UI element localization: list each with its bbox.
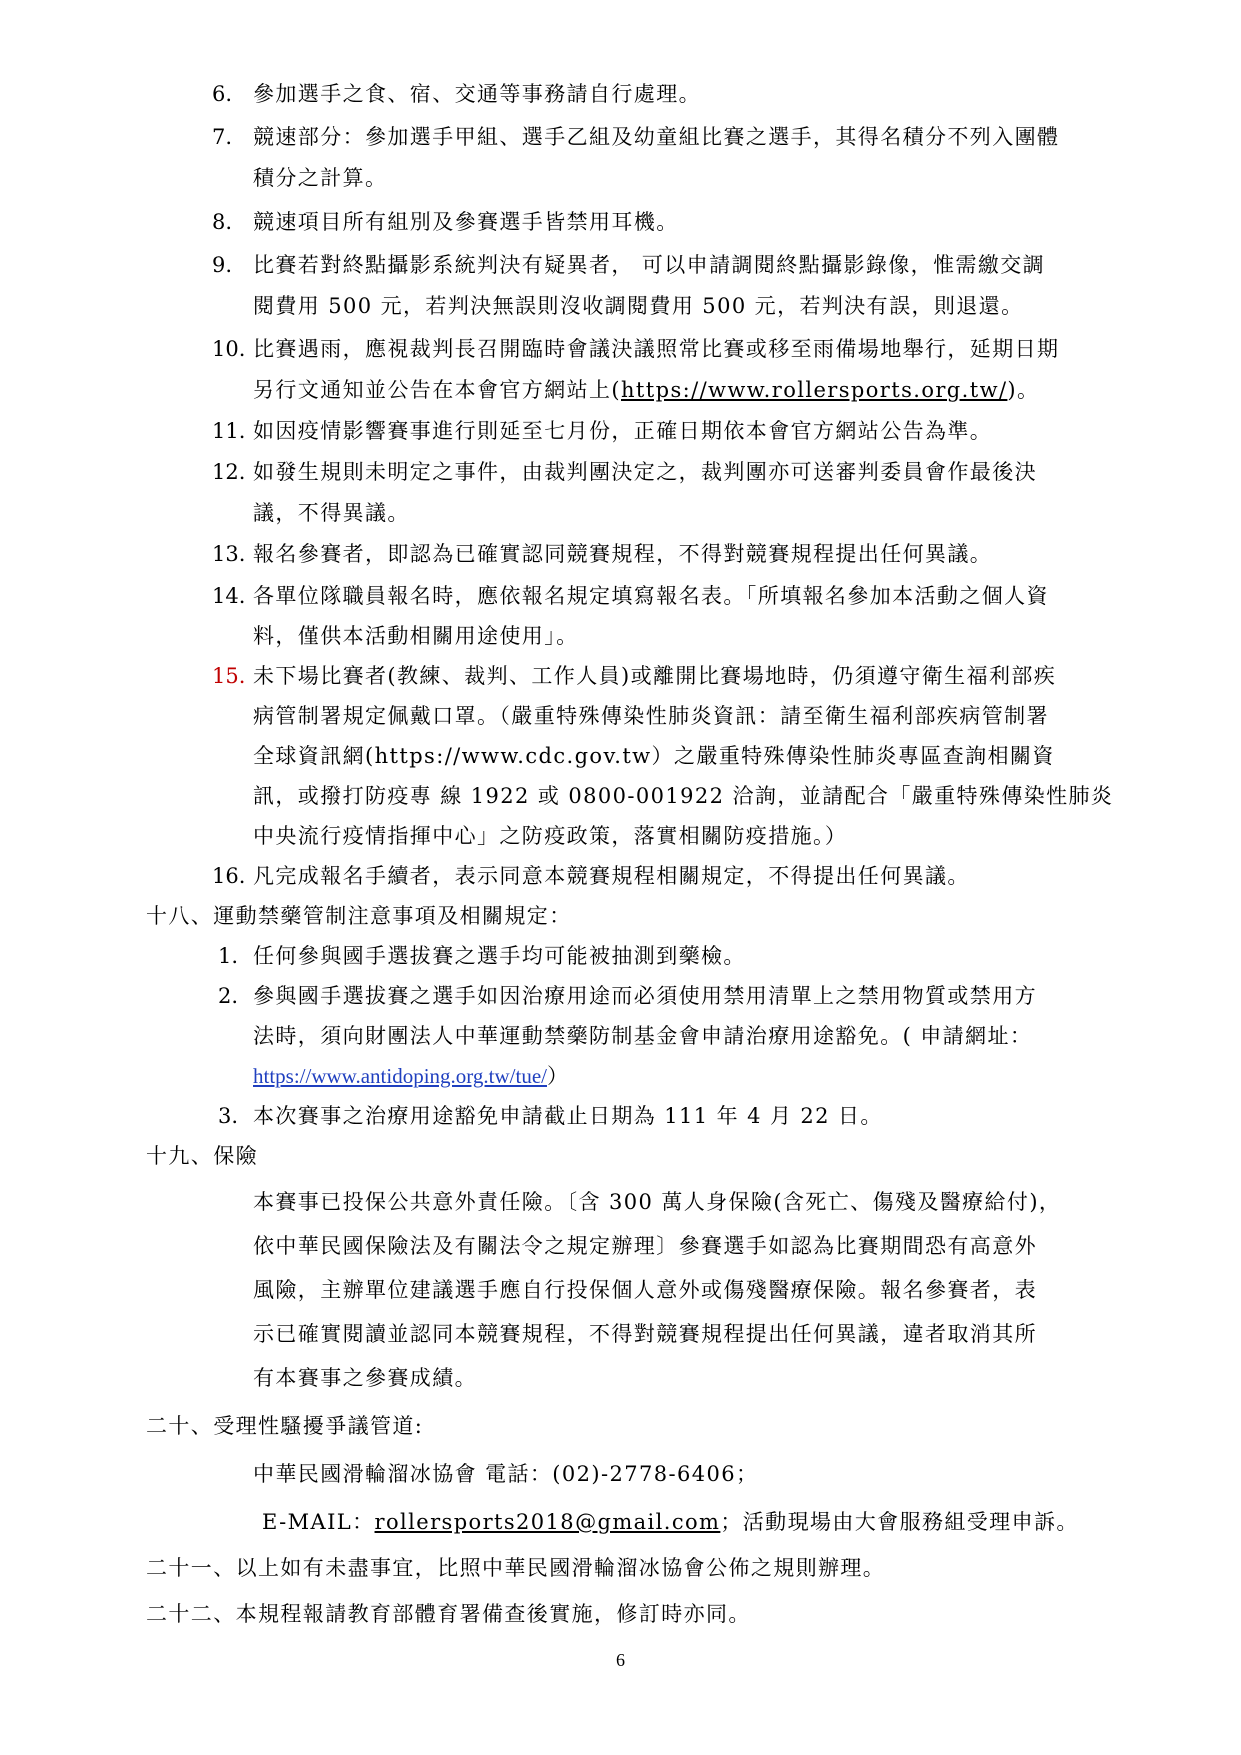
item-text: 閱費用 500 元，若判決無誤則沒收調閱費用 500 元，若判決有誤，則退還。	[253, 294, 1024, 318]
item-number: 12.	[212, 460, 246, 484]
item-number: 10.	[212, 337, 246, 361]
item-number: 2.	[218, 984, 239, 1008]
paragraph-line: 依中華民國保險法及有關法令之規定辦理〕參賽選手如認為比賽期間恐有高意外	[253, 1234, 1037, 1258]
item-text	[253, 376, 1039, 404]
item-text: 議，不得異議。	[253, 501, 410, 525]
item-text-post: )。	[1007, 378, 1040, 402]
item-text: 如發生規則未明定之事件，由裁判團決定之，裁判團亦可送審判委員會作最後決	[253, 460, 1037, 484]
paragraph-line: 有本賽事之參賽成績。	[253, 1366, 477, 1390]
contact-text: ；活動現場由大會服務組受理申訴。	[720, 1510, 1079, 1534]
item-number: 1.	[218, 944, 239, 968]
antidoping-link[interactable]: https://www.antidoping.org.tw/tue/	[253, 1064, 547, 1088]
item-text: 病管制署規定佩戴口罩。（嚴重特殊傳染性肺炎資訊：請至衛生福利部疾病管制署	[253, 704, 1049, 728]
section-21: 二十一、以上如有未盡事宜，比照中華民國滑輪溜冰協會公佈之規則辦理。	[146, 1556, 886, 1580]
email-label: E-MAIL：	[262, 1510, 375, 1534]
item-text: 未下場比賽者(教練、裁判、工作人員)或離開比賽場地時，仍須遵守衛生福利部疾	[253, 664, 1057, 688]
item-text: 料，僅供本活動相關用途使用」。	[253, 624, 579, 648]
page-number: 6	[616, 1650, 625, 1670]
paragraph-line: 示已確實閱讀並認同本競賽規程，不得對競賽規程提出任何異議，違者取消其所	[253, 1322, 1037, 1346]
item-text: 競速項目所有組別及參賽選手皆禁用耳機。	[253, 210, 679, 234]
section-22: 二十二、本規程報請教育部體育署備查後實施，修訂時亦同。	[146, 1602, 751, 1626]
item-number: 9.	[212, 253, 233, 277]
section-heading: 十八、運動禁藥管制注意事項及相關規定：	[146, 904, 572, 928]
item-text: 訊，或撥打防疫專 線 1922 或 0800-001922 洽詢，並請配合「嚴重特殊傳染性肺炎	[253, 784, 1114, 808]
item-text: 如因疫情影響賽事進行則延至七月份，正確日期依本會官方網站公告為準。	[253, 419, 993, 443]
contact-line	[262, 1508, 1079, 1536]
section-heading: 二十、受理性騷擾爭議管道:	[146, 1414, 424, 1438]
email-link[interactable]: rollersports2018@gmail.com	[374, 1510, 721, 1534]
item-number: 8.	[212, 210, 233, 234]
paragraph-line: 風險，主辦單位建議選手應自行投保個人意外或傷殘醫療保險。報名參賽者，表	[253, 1278, 1037, 1302]
item-text: 中央流行疫情指揮中心」之防疫政策，落實相關防疫措施。）	[253, 824, 848, 848]
item-number: 13.	[212, 542, 246, 566]
item-text: 全球資訊網(https://www.cdc.gov.tw）之嚴重特殊傳染性肺炎專區查詢相關資	[253, 744, 1055, 768]
item-number: 11.	[212, 419, 246, 443]
item-text: 參與國手選拔賽之選手如因治療用途而必須使用禁用清單上之禁用物質或禁用方	[253, 984, 1037, 1008]
item-text: 比賽若對終點攝影系統判決有疑異者， 可以申請調閱終點攝影錄像，惟需繳交調	[253, 253, 1046, 277]
item-text: 法時，須向財團法人中華運動禁藥防制基金會申請治療用途豁免。( 申請網址：	[253, 1024, 1033, 1048]
item-text: 積分之計算。	[253, 166, 388, 190]
item-text-post: ）	[547, 1064, 570, 1088]
item-text: 任何參與國手選拔賽之選手均可能被抽測到藥檢。	[253, 944, 746, 968]
item-text: 報名參賽者，即認為已確實認同競賽規程，不得對競賽規程提出任何異議。	[253, 542, 993, 566]
item-text: 比賽遇雨，應視裁判長召開臨時會議決議照常比賽或移至雨備場地舉行，延期日期	[253, 337, 1060, 361]
item-number: 16.	[212, 864, 246, 888]
rollersports-link[interactable]: https://www.rollersports.org.tw/	[621, 378, 1008, 402]
item-text-pre: 另行文通知並公告在本會官方網站上(	[253, 378, 621, 402]
item-text: 本次賽事之治療用途豁免申請截止日期為 111 年 4 月 22 日。	[253, 1104, 883, 1128]
contact-line: 中華民國滑輪溜冰協會 電話：(02)-2778-6406；	[253, 1462, 759, 1486]
item-number: 15.	[212, 664, 246, 688]
item-number: 3.	[218, 1104, 239, 1128]
item-number: 6.	[212, 82, 233, 106]
item-number: 7.	[212, 125, 233, 149]
item-number: 14.	[212, 584, 246, 608]
paragraph-line: 本賽事已投保公共意外責任險。〔含 300 萬人身保險(含死亡、傷殘及醫療給付)，	[253, 1190, 1062, 1214]
item-text: 參加選手之食、宿、交通等事務請自行處理。	[253, 82, 701, 106]
item-text: 競速部分：參加選手甲組、選手乙組及幼童組比賽之選手，其得名積分不列入團體	[253, 125, 1060, 149]
section-heading: 十九、保險	[146, 1144, 258, 1168]
item-text: 各單位隊職員報名時，應依報名規定填寫報名表。「所填報名參加本活動之個人資	[253, 584, 1049, 608]
item-text: 凡完成報名手續者，表示同意本競賽規程相關規定，不得提出任何異議。	[253, 864, 970, 888]
item-text	[253, 1062, 569, 1090]
